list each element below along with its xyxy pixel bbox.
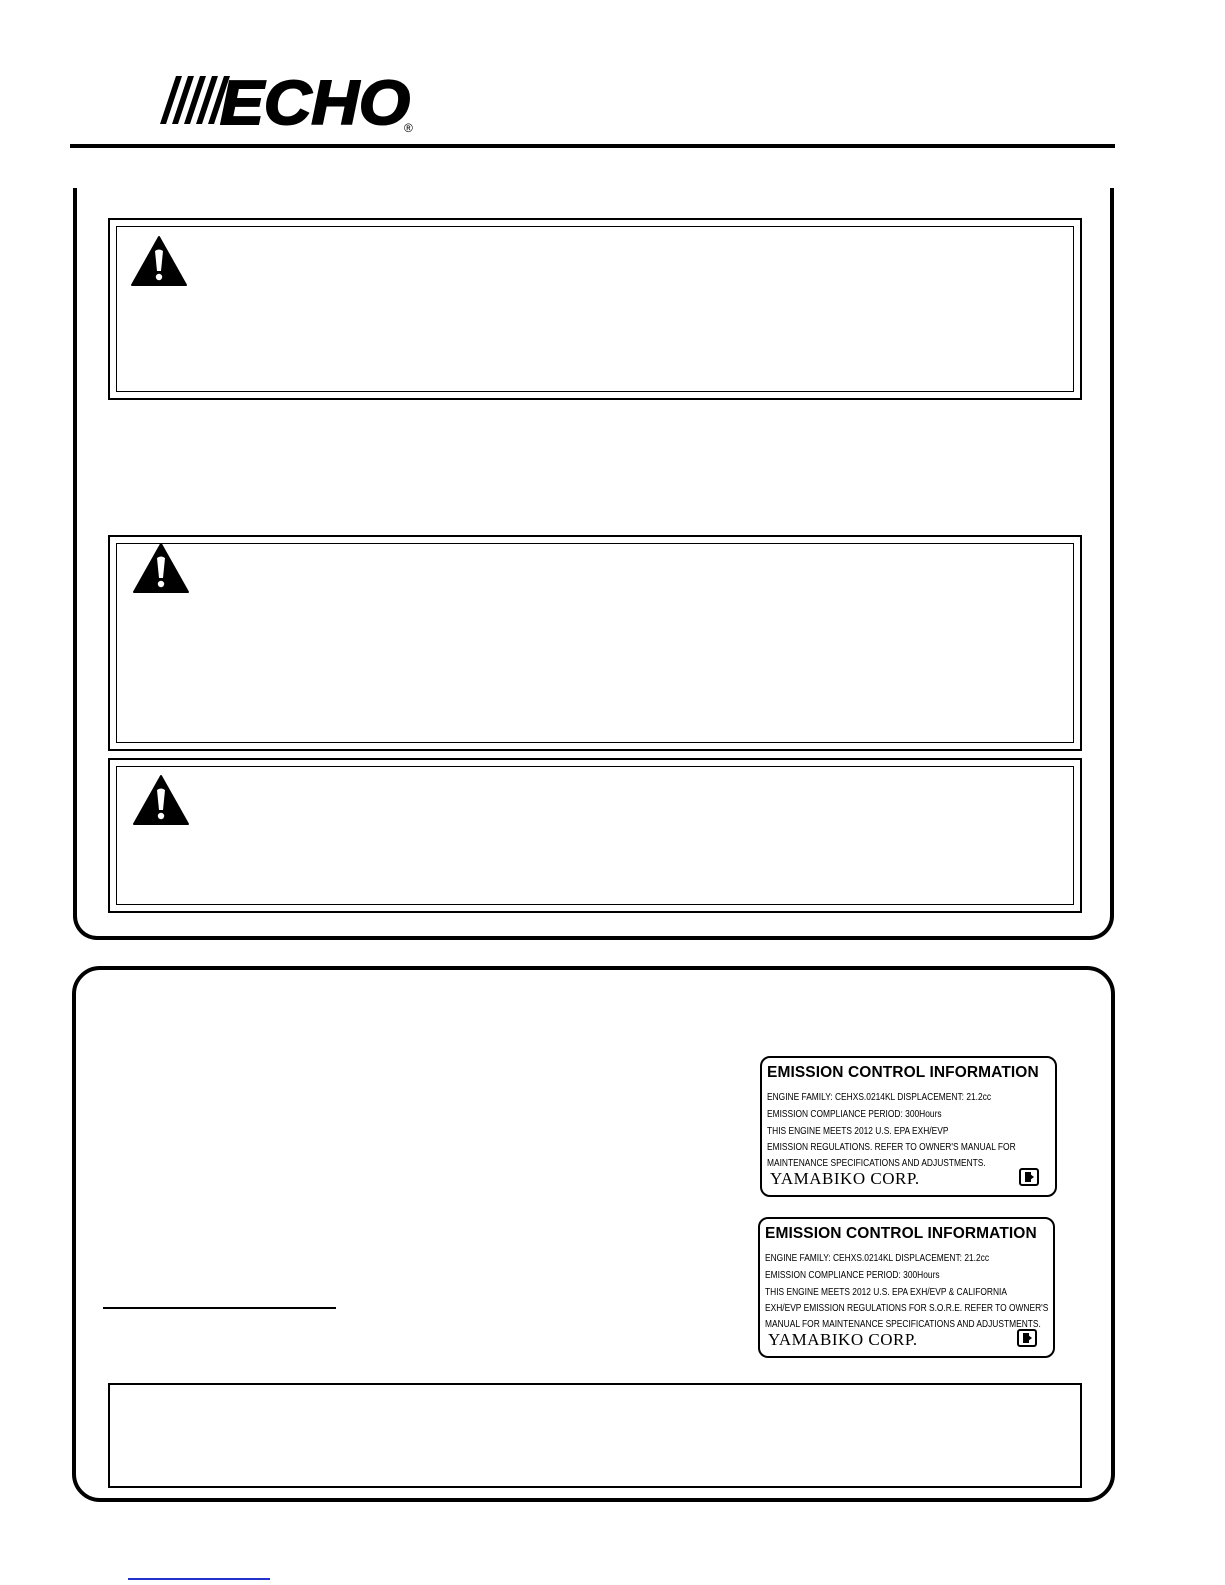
warning-box — [108, 758, 1082, 913]
echo-logo-graphic — [158, 74, 423, 134]
emission-label-line: EMISSION COMPLIANCE PERIOD: 300Hours — [767, 1109, 942, 1120]
emission-label-line: ENGINE FAMILY: CEHXS.0214KL DISPLACEMENT: 21.2cc — [767, 1092, 992, 1103]
warning-triangle-icon — [132, 774, 190, 826]
echo-logo — [158, 74, 423, 134]
emission-label-corp: YAMABIKO CORP. — [770, 1169, 920, 1188]
emission-label — [760, 1056, 1057, 1197]
registered-mark: ® — [404, 121, 413, 134]
emission-label-title: EMISSION CONTROL INFORMATION — [765, 1225, 1037, 1242]
emission-label-line: EMISSION COMPLIANCE PERIOD: 300Hours — [765, 1270, 940, 1281]
note-box — [108, 1383, 1082, 1488]
emission-label-line: ENGINE FAMILY: CEHXS.0214KL DISPLACEMENT: 21.2cc — [765, 1253, 990, 1264]
emission-label-line: THIS ENGINE MEETS 2012 U.S. EPA EXH/EVP — [767, 1126, 949, 1137]
footer-link-rule — [128, 1578, 270, 1580]
warning-box — [108, 535, 1082, 751]
emission-label — [758, 1217, 1055, 1358]
compliance-mark-icon — [1017, 1329, 1037, 1347]
emission-label-title: EMISSION CONTROL INFORMATION — [767, 1064, 1039, 1081]
emission-label-line: MAINTENANCE SPECIFICATIONS AND ADJUSTMENTS. — [767, 1158, 986, 1169]
warning-box — [108, 218, 1082, 400]
underline-rule — [103, 1307, 336, 1309]
warning-triangle-icon — [132, 542, 190, 594]
emission-label-line: MANUAL FOR MAINTENANCE SPECIFICATIONS AND ADJUSTMENTS. — [765, 1319, 1041, 1330]
warning-triangle-icon — [130, 235, 188, 287]
emission-label-line: EXH/EVP EMISSION REGULATIONS FOR S.O.R.E. REFER TO OWNER'S — [765, 1303, 1049, 1314]
emission-label-line: THIS ENGINE MEETS 2012 U.S. EPA EXH/EVP & CALIFORNIA — [765, 1287, 1007, 1298]
emission-label-line: EMISSION REGULATIONS. REFER TO OWNER'S MANUAL FOR — [767, 1142, 1016, 1153]
header-rule — [70, 144, 1115, 148]
logo-wordmark: ECHO — [220, 74, 410, 134]
compliance-mark-icon — [1019, 1168, 1039, 1186]
emission-label-corp: YAMABIKO CORP. — [768, 1330, 918, 1349]
